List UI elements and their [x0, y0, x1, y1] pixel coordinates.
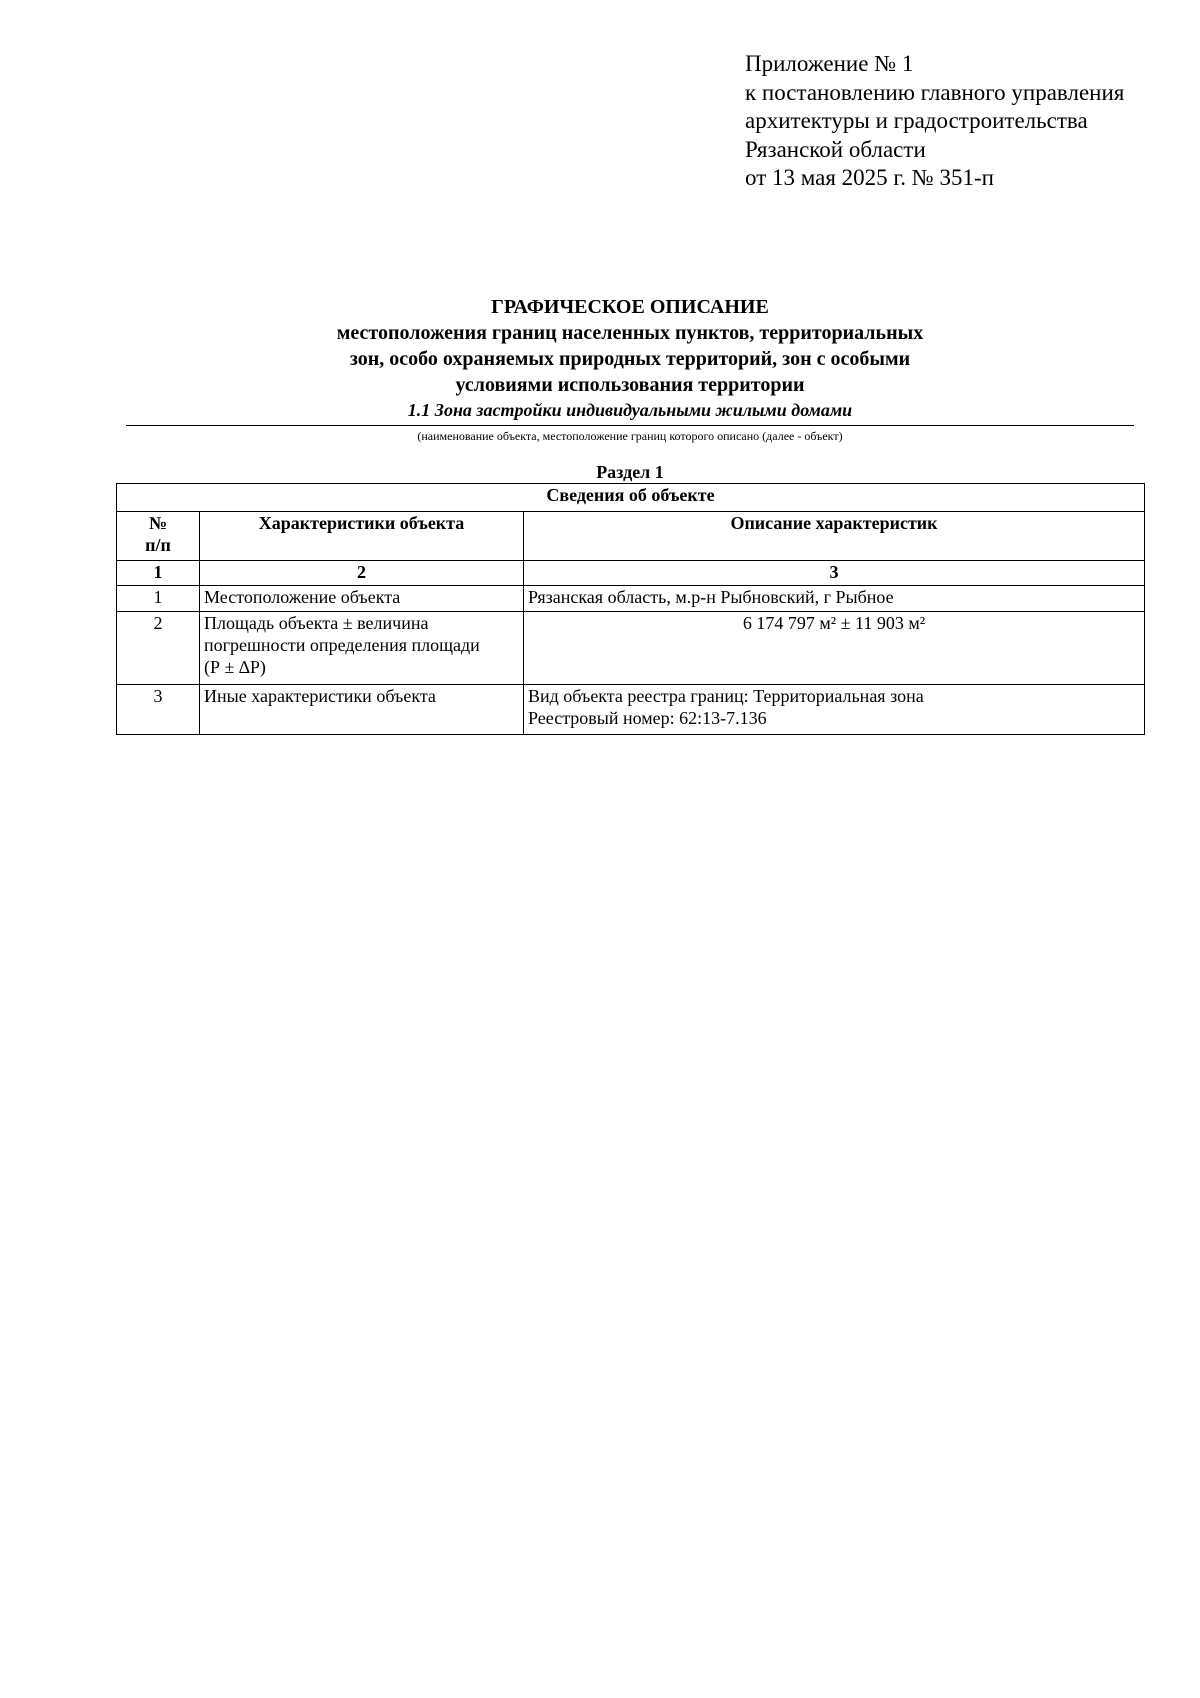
row-characteristic: [200, 612, 524, 685]
row-characteristic: [200, 586, 524, 612]
column-number-row: [117, 561, 1145, 586]
appendix-line: архитектуры и градостроительства: [745, 108, 1088, 133]
characteristic-line: Местоположение объекта: [204, 587, 401, 607]
characteristic-line: (Р ± ∆Р): [204, 657, 266, 677]
characteristic-line: Иные характеристики объекта: [204, 686, 436, 706]
row-description: [524, 612, 1145, 685]
header-num-line: п/п: [145, 535, 171, 555]
table-row: [117, 685, 1145, 735]
object-name: 1.1 Зона застройки индивидуальными жилыми домами: [407, 400, 853, 420]
table-caption: Сведения об объекте: [117, 484, 1145, 512]
appendix-line: к постановлению главного управления: [745, 79, 1125, 105]
table-caption-row: [117, 484, 1145, 512]
description-line: 6 174 797 м² ± 11 903 м²: [742, 613, 926, 633]
table-row: [117, 586, 1145, 612]
appendix-block: [745, 50, 1124, 193]
document-subtitle-line: условиями использования территории: [455, 374, 805, 396]
object-name-underline: [126, 425, 1134, 426]
header-num: [117, 512, 200, 561]
table-row: [117, 612, 1145, 685]
column-number: 3: [524, 561, 1145, 586]
document-title-block: [125, 294, 1135, 398]
document-title: ГРАФИЧЕСКОЕ ОПИСАНИЕ: [491, 296, 769, 318]
description-line: Реестровый номер: 62:13-7.136: [528, 708, 767, 728]
description-line: Вид объекта реестра границ: Территориальная зона: [528, 686, 924, 706]
row-number: 1: [117, 586, 200, 612]
header-characteristic: Характеристики объекта: [200, 512, 524, 561]
object-name-caption: (наименование объекта, местоположение границ которого описано (далее - объект): [417, 429, 843, 443]
column-number: 2: [200, 561, 524, 586]
row-number: 3: [117, 685, 200, 735]
header-description: Описание характеристик: [524, 512, 1145, 561]
table-header-row: [117, 512, 1145, 561]
appendix-line: Приложение № 1: [745, 51, 914, 76]
row-description: [524, 685, 1145, 735]
section-title: Раздел 1: [596, 462, 664, 482]
row-number: 2: [117, 612, 200, 685]
characteristic-line: Площадь объекта ± величина: [204, 613, 429, 633]
header-num-line: №: [148, 513, 168, 533]
row-description: [524, 586, 1145, 612]
object-info-table: [116, 483, 1145, 735]
row-characteristic: [200, 685, 524, 735]
document-subtitle-line: зон, особо охраняемых природных территорий, зон с особыми: [349, 348, 911, 370]
appendix-line: Рязанской области: [745, 136, 926, 162]
column-number: 1: [117, 561, 200, 586]
appendix-line: от 13 мая 2025 г. № 351-п: [745, 165, 994, 190]
document-subtitle-line: местоположения границ населенных пунктов, территориальных: [336, 322, 924, 344]
characteristic-line: погрешности определения площади: [204, 635, 480, 655]
description-line: Рязанская область, м.р-н Рыбновский, г Рыбное: [528, 587, 894, 607]
